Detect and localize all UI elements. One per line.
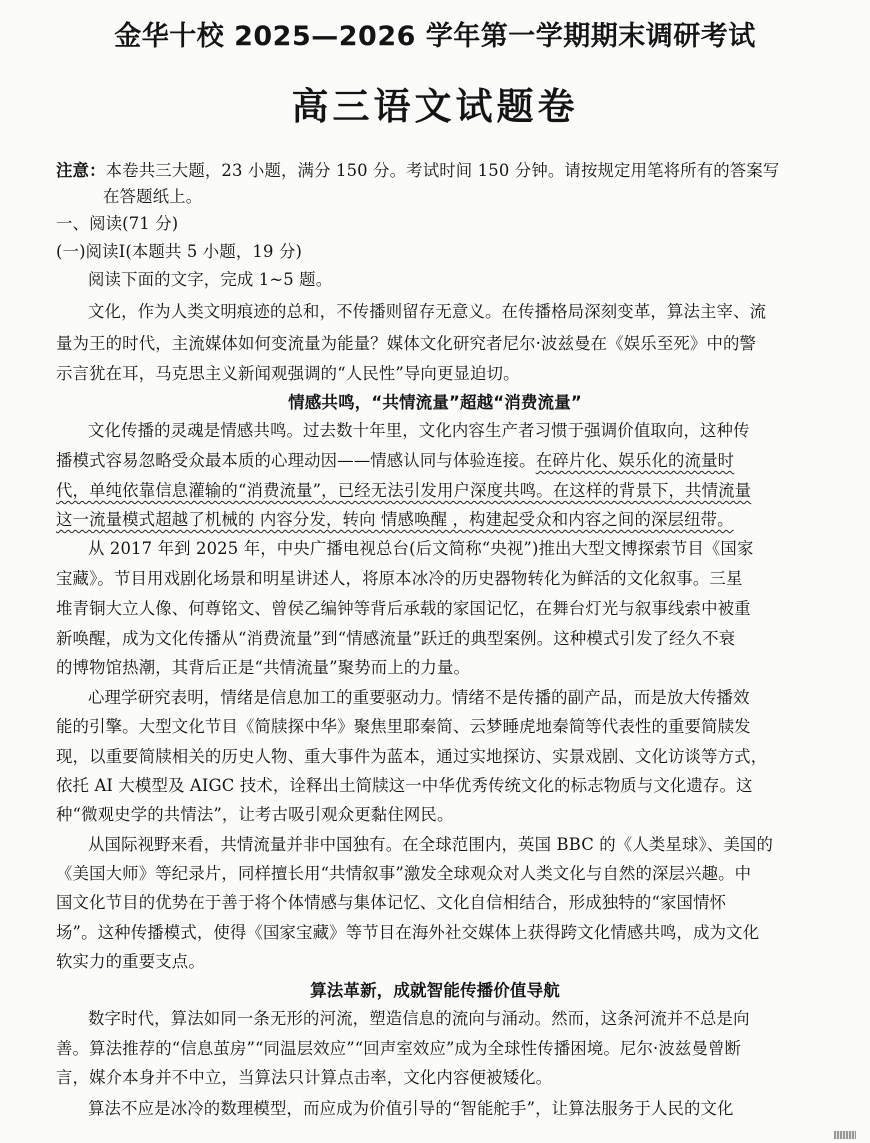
notice-label: 注意： (56, 161, 106, 180)
paragraph-2-line (56, 451, 796, 471)
part-heading: (一)阅读Ⅰ(本题共 5 小题，19 分) (56, 242, 303, 261)
paragraph-7-line: 算法不应是冰冷的数理模型，而应成为价值引导的“智能舵手”，让算法服务于人民的文化 (88, 1099, 734, 1118)
paragraph-3-line: 从 2017 年到 2025 年，中央广播电视总台(后文简称“央视”)推出大型文博探索节目《国家 (88, 539, 754, 558)
scanner-mark (834, 1131, 856, 1139)
paragraph-2-line: 文化传播的灵魂是情感共鸣。过去数十年里，文化内容生产者习惯于强调价值取向，这种传 (88, 421, 750, 440)
paragraph-5-line: 场”。这种传播模式，使得《国家宝藏》等节目在海外社交媒体上获得跨文化情感共鸣，成为文化 (56, 923, 760, 942)
paragraph-5-line: 国文化节目的优势在于善于将个体情感与集体记忆、文化自信相结合，形成独特的“家国情怀 (56, 893, 727, 912)
paragraph-6-line: 言，媒介本身并不中立，当算法只计算点击率，文化内容便被矮化。 (56, 1068, 553, 1087)
paragraph-1-line: 量为王的时代，主流媒体如何变流量为能量？媒体文化研究者尼尔·波兹曼在《娱乐至死》中的警 (56, 334, 757, 353)
paragraph-4-line: 种“微观史学的共情法”，让考古吸引观众更黏住网民。 (56, 805, 454, 824)
section-heading-emotion: 情感共鸣，“共情流量”超越“消费流量” (288, 393, 582, 412)
wavy-underlined-text: 在碎片化、娱乐化的流量时 (535, 451, 735, 470)
paragraph-5-line: 从国际视野来看，共情流量并非中国独有。在全球范围内，英国 BBC 的《人类星球》、美国的 (88, 835, 773, 854)
paper-subtitle: 高三语文试题卷 (291, 85, 579, 128)
notice-line-2: 在答题纸上。 (103, 187, 203, 206)
notice-line-1 (56, 161, 796, 181)
paragraph-6-line: 善。算法推荐的“信息茧房”“同温层效应”“回声室效应”成为全球性传播困境。尼尔·波兹曼曾断 (56, 1039, 742, 1058)
paragraph-1-line: 示言犹在耳，马克思主义新闻观强调的“人民性”导向更显迫切。 (56, 364, 520, 383)
paragraph-5-line: 软实力的重要支点。 (56, 952, 205, 971)
paragraph-2-line (56, 510, 796, 530)
paragraph-1-line: 文化，作为人类文明痕迹的总和，不传播则留存无意义。在传播格局深刻变革，算法主宰、流 (88, 302, 767, 321)
paragraph-4-line: 依托 AI 大模型及 AIGC 技术，诠释出土简牍这一中华优秀传统文化的标志物质与文化遗存。这 (56, 776, 753, 795)
paragraph-2-line (56, 481, 796, 501)
paragraph-2-text: 播模式容易忽略受众最本质的心理动因——情感认同与体验连接。 (56, 451, 536, 470)
paragraph-4-line: 能的引擎。大型文化节目《简牍探中华》聚焦里耶秦简、云梦睡虎地秦简等代表性的重要简牍发 (56, 717, 751, 736)
paragraph-4-line: 心理学研究表明，情绪是信息加工的重要驱动力。情绪不是传播的副产品，而是放大传播效 (88, 688, 750, 707)
reading-instruction: 阅读下面的文字，完成 1~5 题。 (88, 270, 333, 289)
section-heading-algorithm: 算法革新，成就智能传播价值导航 (310, 981, 560, 1000)
paragraph-3-line: 宝藏》。节目用戏剧化场景和明星讲述人，将原本冰冷的历史器物转化为鲜活的文化叙事。三星 (56, 569, 743, 588)
exam-title: 金华十校 2025—2026 学年第一学期期末调研考试 (114, 21, 756, 52)
paragraph-4-line: 现，以重要简牍相关的历史人物、重大事件为蓝本，通过实地探访、实景戏剧、文化访谈等方式， (56, 747, 768, 766)
wavy-underlined-text: 代，单纯依靠信息灌输的“消费流量”，已经无法引发用户深度共鸣。在这样的背景下，共情流量 (56, 481, 752, 500)
wavy-underlined-text: 这一流量模式超越了机械的 内容分发，转向 情感唤醒 ，构建起受众和内容之间的深层纽带。 (56, 510, 734, 529)
paragraph-5-line: 《美国大师》等纪录片，同样擅长用“共情叙事”激发全球观众对人类文化与自然的深层兴趣。中 (56, 864, 752, 883)
paragraph-3-line: 新唤醒，成为文化传播从“消费流量”到“情感流量”跃迁的典型案例。这种模式引发了经久不衰 (56, 629, 736, 648)
notice-text-1: 本卷共三大题，23 小题，满分 150 分。考试时间 150 分钟。请按规定用笔将所有的答案写 (105, 161, 780, 180)
paragraph-3-line: 堆青铜大立人像、何尊铭文、曾侯乙编钟等背后承载的家国记忆，在舞台灯光与叙事线索中被重 (56, 599, 751, 618)
section-heading: 一、阅读(71 分) (56, 214, 179, 233)
paragraph-6-line: 数字时代，算法如同一条无形的河流，塑造信息的流向与涌动。然而，这条河流并不总是向 (88, 1009, 750, 1028)
paragraph-3-line: 的博物馆热潮，其背后正是“共情流量”聚势而上的力量。 (56, 658, 471, 677)
